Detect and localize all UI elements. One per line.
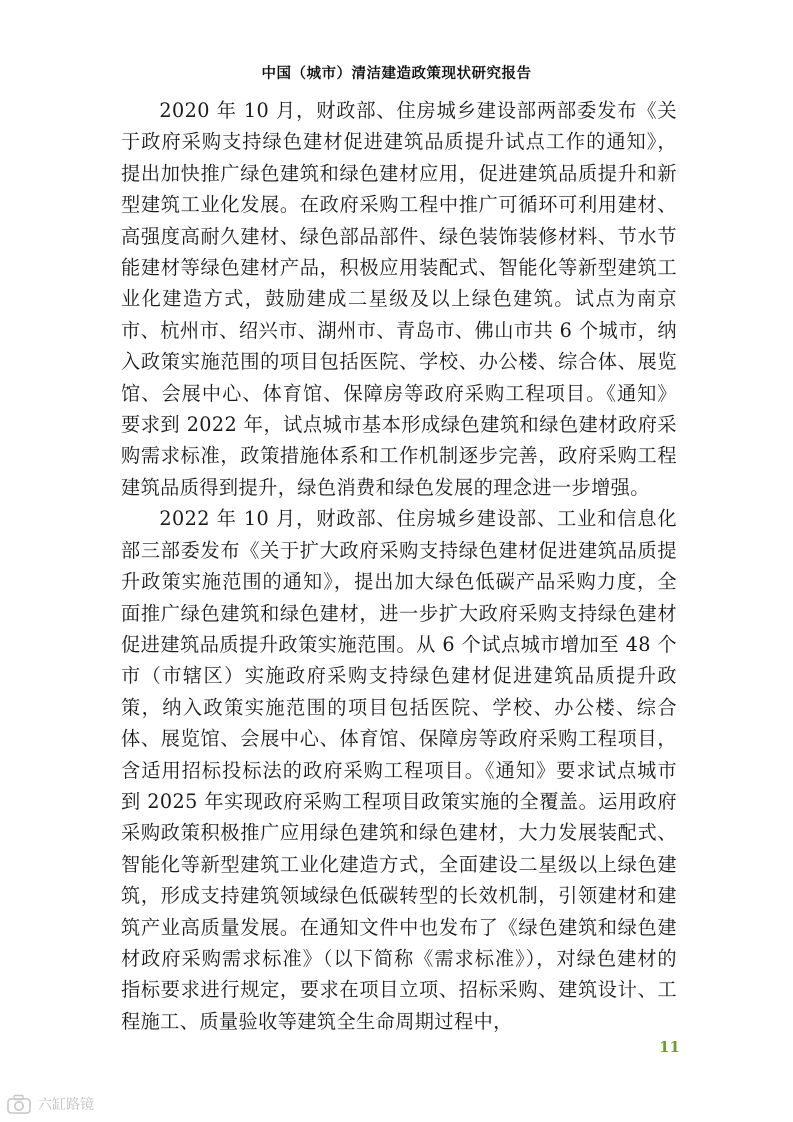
camera-icon: [6, 1093, 32, 1115]
document-body: [121, 95, 677, 1037]
page-number: 11: [659, 1038, 680, 1056]
watermark-text: 六缸路镜: [38, 1097, 94, 1113]
page-header-title: 中国（城市）清洁建造政策现状研究报告: [261, 66, 532, 82]
paragraph-2022-notice: 2022 年 10 月，财政部、住房城乡建设部、工业和信息化部三部委发布《关于扩大政府采购支持绿色建材促进建筑品质提升政策实施范围的通知》，提出加大绿色低碳产品采购力度，全面推广绿色建筑和绿色建材，进一步扩大政府采购支持绿色建材促进建筑品质提升政策实施范围。从 6 个试点城市增加至 48 个市（市辖区）实施政府采购支持绿色建材促进建筑品质提升政策，纳入政策实施范围的项目包括医院、学校、办公楼、综合体、展览馆、会展中心、体育馆、保障房等政府采购工程项目，含适用招标投标法的政府采购工程项目。《通知》要求试点城市到 2025 年实现政府采购工程项目政策实施的全覆盖。运用政府采购政策积极推广应用绿色建筑和绿色建材，大力发展装配式、智能化等新型建筑工业化建造方式，全面建设二星级以上绿色建筑，形成支持建筑领域绿色低碳转型的长效机制，引领建材和建筑产业高质量发展。在通知文件中也发布了《绿色建筑和绿色建材政府采购需求标准》（以下简称《需求标准》），对绿色建材的指标要求进行规定，要求在项目立项、招标采购、建筑设计、工程施工、质量验收等建筑全生命周期过程中，: [121, 507, 677, 1033]
watermark: [6, 1093, 94, 1115]
paragraph-2020-notice: 2020 年 10 月，财政部、住房城乡建设部两部委发布《关于政府采购支持绿色建材促进建筑品质提升试点工作的通知》，提出加快推广绿色建筑和绿色建材应用，促进建筑品质提升和新型建筑工业化发展。在政府采购工程中推广可循环可利用建材、高强度高耐久建材、绿色部品部件、绿色装饰装修材料、节水节能建材等绿色建材产品，积极应用装配式、智能化等新型建筑工业化建造方式，鼓励建成二星级及以上绿色建筑。试点为南京市、杭州市、绍兴市、湖州市、青岛市、佛山市共 6 个城市，纳入政策实施范围的项目包括医院、学校、办公楼、综合体、展览馆、会展中心、体育馆、保障房等政府采购工程项目。《通知》要求到 2022 年，试点城市基本形成绿色建筑和绿色建材政府采购需求标准，政策措施体系和工作机制逐步完善，政府采购工程建筑品质得到提升，绿色消费和绿色发展的理念进一步增强。: [121, 99, 677, 499]
